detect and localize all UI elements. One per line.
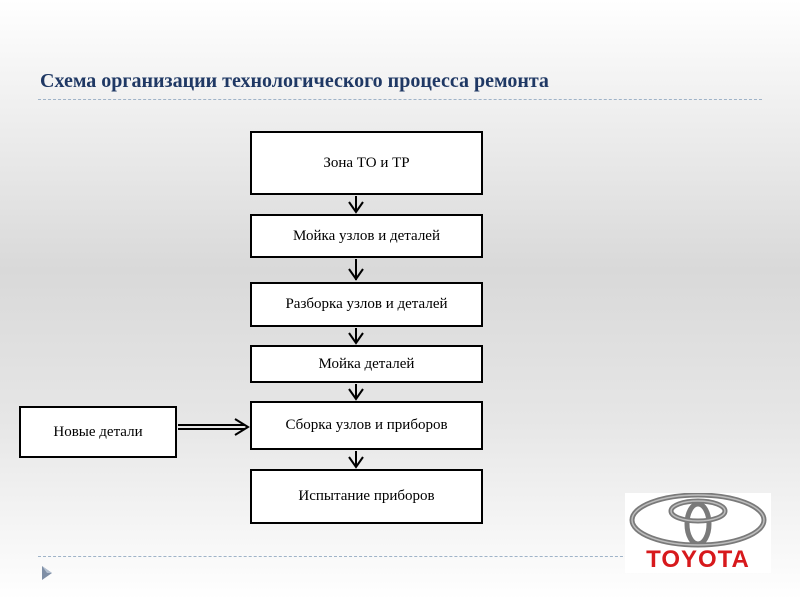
navigation-arrow-icon[interactable] [40,565,54,581]
arrow-disassembly-to-wash-parts [349,328,363,343]
node-disassembly: Разборка узлов и деталей [250,282,483,327]
slide-title: Схема организации технологического процесса ремонта [40,70,549,92]
footer-divider [38,556,638,557]
arrow-wash-parts-to-assembly [349,384,363,399]
toyota-logo-text: TOYOTA [646,546,750,573]
node-assembly: Сборка узлов и приборов [250,401,483,450]
arrow-new-parts-to-assembly [178,419,248,435]
node-testing: Испытание приборов [250,469,483,524]
arrow-wash-units-to-disassembly [349,259,363,280]
node-wash-units: Мойка узлов и деталей [250,214,483,258]
arrow-assembly-to-testing [349,451,363,467]
node-zone: Зона ТО и ТР [250,131,483,195]
node-new-parts: Новые детали [19,406,177,458]
node-wash-parts: Мойка деталей [250,345,483,383]
arrow-zone-to-wash-units [349,196,363,212]
